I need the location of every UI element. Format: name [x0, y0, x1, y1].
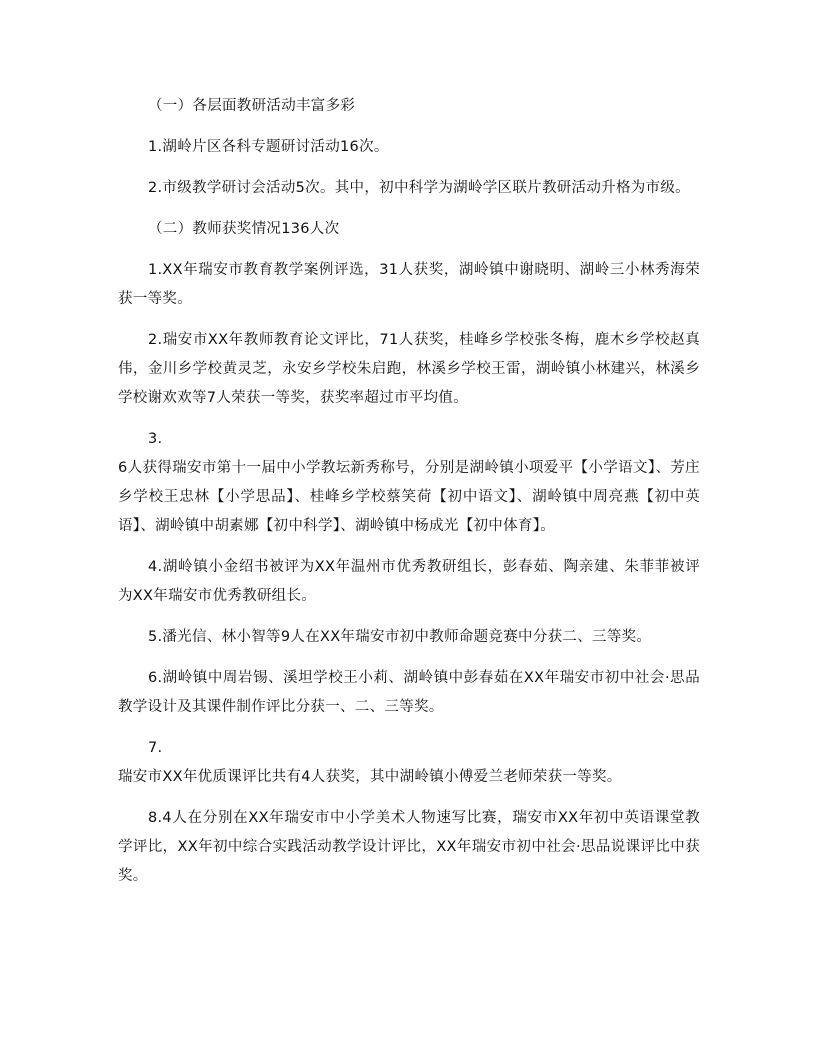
paragraph-item: 4.湖岭镇小金绍书被评为XX年温州市优秀教研组长，彭春茹、陶亲建、朱菲菲被评为XX年瑞安市优秀教研组长。 — [118, 559, 700, 604]
paragraph-item: 1.XX年瑞安市教育教学案例评选，31人获奖，湖岭镇中谢晓明、湖岭三小林秀海荣获一等奖。 — [118, 262, 700, 307]
paragraph-item: 6人获得瑞安市第十一届中小学教坛新秀称号，分别是湖岭镇小项爱平【小学语文】、芳庄乡学校王忠林【小学思品】、桂峰乡学校蔡笑荷【初中语文】、湖岭镇中周亮燕【初中英语】、湖岭镇中胡素娜【初中科学】、湖岭镇中杨成光【初中体育】。 — [118, 460, 700, 534]
paragraph-number: 7. — [148, 740, 163, 756]
paragraph-item: 1.湖岭片区各科专题研讨活动16次。 — [148, 139, 389, 155]
paragraph-item: 2.市级教学研讨会活动5次。其中，初中科学为湖岭学区联片教研活动升格为市级。 — [148, 180, 690, 196]
section-heading-2: （二）教师获奖情况136人次 — [148, 221, 340, 237]
paragraph-number: 3. — [148, 431, 163, 447]
paragraph-item: 2.瑞安市XX年教师教育论文评比，71人获奖，桂峰乡学校张冬梅，鹿木乡学校赵真伟，金川乡学校黄灵芝，永安乡学校朱启跑，林溪乡学校王雷，湖岭镇小林建兴，林溪乡学校谢欢欢等7人荣获一等奖，获奖率超过市平均值。 — [118, 332, 700, 406]
paragraph-item: 8.4人在分别在XX年瑞安市中小学美术人物速写比赛，瑞安市XX年初中英语课堂教学评比，XX年初中综合实践活动教学设计评比，XX年瑞安市初中社会·思品说课评比中获奖。 — [118, 810, 700, 884]
section-heading-1: （一）各层面教研活动丰富多彩 — [148, 98, 356, 114]
paragraph-item: 5.潘光信、林小智等9人在XX年瑞安市初中教师命题竞赛中分获二、三等奖。 — [148, 629, 652, 645]
paragraph-item: 瑞安市XX年优质课评比共有4人获奖，其中湖岭镇小傅爱兰老师荣获一等奖。 — [118, 769, 622, 785]
document-body — [118, 92, 700, 903]
paragraph-item: 6.湖岭镇中周岩锡、溪坦学校王小莉、湖岭镇中彭春茹在XX年瑞安市初中社会·思品教学设计及其课件制作评比分获一、二、三等奖。 — [118, 670, 700, 715]
